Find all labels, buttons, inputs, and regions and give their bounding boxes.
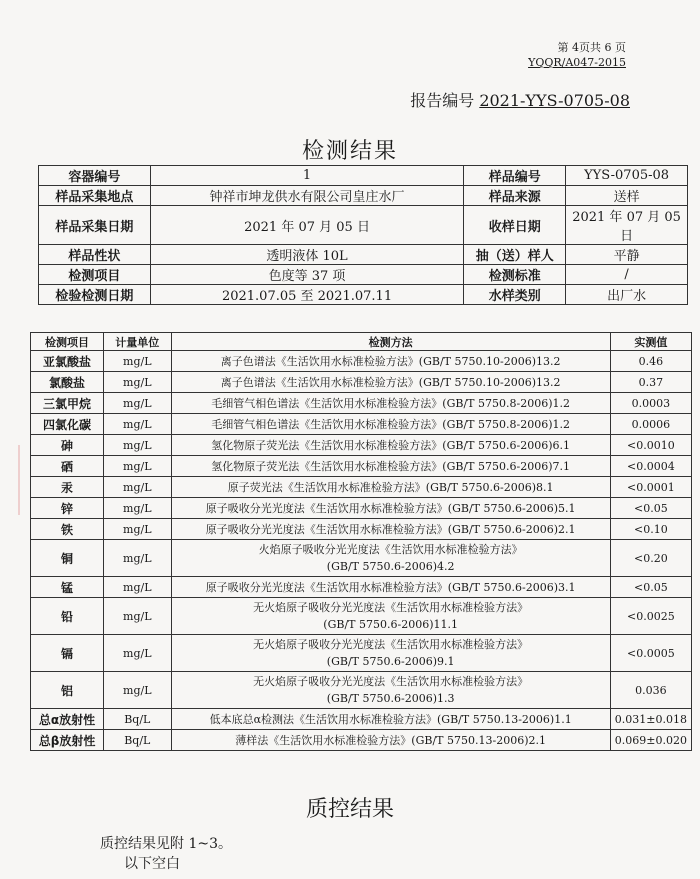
result-value: 0.37 [610, 372, 691, 393]
water-type-value: 出厂水 [566, 285, 688, 305]
table-row [31, 372, 692, 393]
result-item: 砷 [31, 435, 104, 456]
page-info: 第 4页共 6 页 [557, 41, 626, 54]
result-value: <0.0005 [610, 635, 691, 672]
report-number-value: 2021-YYS-0705-08 [479, 91, 630, 110]
method-line-2: (GB/T 5750.6-2006)1.3 [326, 692, 455, 705]
table-row [31, 540, 692, 577]
result-method [171, 477, 610, 498]
report-number-label: 报告编号 [410, 91, 475, 110]
sample-no-value: YYS-0705-08 [566, 166, 688, 186]
result-item: 亚氯酸盐 [31, 351, 104, 372]
result-item: 铅 [31, 598, 104, 635]
result-item: 总β放射性 [31, 730, 104, 751]
result-method [171, 709, 610, 730]
sample-no-label: 样品编号 [464, 166, 566, 186]
header-unit: 计量单位 [104, 333, 171, 351]
blank-note: 以下空白 [124, 856, 180, 872]
sender-value: 平静 [566, 245, 688, 265]
method-line: 原子吸收分光光度法《生活饮用水标准检验方法》(GB/T 5750.6-2006)5.1 [205, 501, 576, 515]
items-value: 色度等 37 项 [150, 265, 463, 285]
doc-code: YQQR/A047-2015 [528, 56, 626, 69]
result-item: 四氯化碳 [31, 414, 104, 435]
result-method [171, 540, 610, 577]
method-line: 毛细管气相色谱法《生活饮用水标准检验方法》(GB/T 5750.8-2006)1.2 [211, 417, 570, 431]
result-value: <0.05 [610, 577, 691, 598]
collect-date-label: 样品采集日期 [39, 206, 151, 245]
result-method [171, 456, 610, 477]
result-value: <0.0004 [610, 456, 691, 477]
method-line: 低本底总α检测法《生活饮用水标准检验方法》(GB/T 5750.13-2006)1.1 [209, 712, 572, 726]
container-no-value: 1 [150, 166, 463, 186]
result-item: 铁 [31, 519, 104, 540]
table-row [31, 414, 692, 435]
result-method [171, 730, 610, 751]
result-value: <0.0001 [610, 477, 691, 498]
results-table [30, 332, 692, 751]
result-item: 硒 [31, 456, 104, 477]
result-item: 汞 [31, 477, 104, 498]
table-row [31, 577, 692, 598]
header-method: 检测方法 [171, 333, 610, 351]
result-unit: mg/L [104, 498, 171, 519]
result-method [171, 635, 610, 672]
page-header [528, 40, 626, 70]
water-type-label: 水样类别 [464, 285, 566, 305]
table-row [31, 456, 692, 477]
method-line: 毛细管气相色谱法《生活饮用水标准检验方法》(GB/T 5750.8-2006)1.2 [211, 396, 570, 410]
result-value: 0.46 [610, 351, 691, 372]
result-method [171, 577, 610, 598]
method-line-2: (GB/T 5750.6-2006)11.1 [323, 618, 458, 631]
table-row [31, 709, 692, 730]
result-unit: Bq/L [104, 730, 171, 751]
standard-value: / [566, 265, 688, 285]
result-item: 镉 [31, 635, 104, 672]
result-item: 总α放射性 [31, 709, 104, 730]
result-value: 0.036 [610, 672, 691, 709]
table-row [31, 435, 692, 456]
method-line: 无火焰原子吸收分光光度法《生活饮用水标准检验方法》 [253, 675, 529, 688]
items-label: 检测项目 [39, 265, 151, 285]
result-value: 0.0003 [610, 393, 691, 414]
source-label: 样品来源 [464, 186, 566, 206]
header-item: 检测项目 [31, 333, 104, 351]
info-row [39, 285, 688, 305]
method-line: 火焰原子吸收分光光度法《生活饮用水标准检验方法》 [258, 543, 523, 556]
method-line: 原子荧光法《生活饮用水标准检验方法》(GB/T 5750.6-2006)8.1 [227, 480, 554, 494]
table-row [31, 672, 692, 709]
result-value: 0.069±0.020 [610, 730, 691, 751]
table-row [31, 635, 692, 672]
info-row [39, 206, 688, 245]
container-no-label: 容器编号 [39, 166, 151, 186]
method-line: 离子色谱法《生活饮用水标准检验方法》(GB/T 5750.10-2006)13.2 [220, 354, 561, 368]
result-method [171, 393, 610, 414]
table-row [31, 519, 692, 540]
standard-label: 检测标准 [464, 265, 566, 285]
source-value: 送样 [566, 186, 688, 206]
result-value: <0.05 [610, 498, 691, 519]
result-unit: mg/L [104, 351, 171, 372]
result-value: <0.20 [610, 540, 691, 577]
result-unit: mg/L [104, 456, 171, 477]
test-date-label: 检验检测日期 [39, 285, 151, 305]
result-method [171, 672, 610, 709]
info-row [39, 166, 688, 186]
result-item: 锌 [31, 498, 104, 519]
result-method [171, 598, 610, 635]
result-method [171, 435, 610, 456]
method-line: 氢化物原子荧光法《生活饮用水标准检验方法》(GB/T 5750.6-2006)7.1 [211, 459, 570, 473]
table-row [31, 477, 692, 498]
result-method [171, 414, 610, 435]
result-unit: mg/L [104, 540, 171, 577]
method-line: 薄样法《生活饮用水标准检验方法》(GB/T 5750.13-2006)2.1 [235, 733, 546, 747]
result-unit: mg/L [104, 577, 171, 598]
location-label: 样品采集地点 [39, 186, 151, 206]
result-value: 0.031±0.018 [610, 709, 691, 730]
result-method [171, 351, 610, 372]
sender-label: 抽（送）样人 [464, 245, 566, 265]
table-row [31, 351, 692, 372]
result-item: 铜 [31, 540, 104, 577]
result-unit: mg/L [104, 519, 171, 540]
test-date-value: 2021.07.05 至 2021.07.11 [150, 285, 463, 305]
info-row [39, 265, 688, 285]
info-row [39, 245, 688, 265]
nature-label: 样品性状 [39, 245, 151, 265]
info-row [39, 186, 688, 206]
result-unit: mg/L [104, 635, 171, 672]
result-method [171, 498, 610, 519]
result-value: <0.0025 [610, 598, 691, 635]
receive-date-value: 2021 年 07 月 05 日 [566, 206, 688, 245]
table-row [31, 498, 692, 519]
method-line: 氢化物原子荧光法《生活饮用水标准检验方法》(GB/T 5750.6-2006)6.1 [211, 438, 570, 452]
qc-text: 质控结果见附 1~3。 [100, 836, 232, 852]
result-unit: mg/L [104, 435, 171, 456]
result-item: 三氯甲烷 [31, 393, 104, 414]
method-line: 无火焰原子吸收分光光度法《生活饮用水标准检验方法》 [253, 638, 529, 651]
receive-date-label: 收样日期 [464, 206, 566, 245]
report-number [410, 88, 630, 111]
method-line: 离子色谱法《生活饮用水标准检验方法》(GB/T 5750.10-2006)13.2 [220, 375, 561, 389]
results-header-row [31, 333, 692, 351]
result-unit: mg/L [104, 414, 171, 435]
method-line: 原子吸收分光光度法《生活饮用水标准检验方法》(GB/T 5750.6-2006)3.1 [205, 580, 576, 594]
result-unit: Bq/L [104, 709, 171, 730]
result-method [171, 519, 610, 540]
method-line: 原子吸收分光光度法《生活饮用水标准检验方法》(GB/T 5750.6-2006)2.1 [205, 522, 576, 536]
nature-value: 透明液体 10L [150, 245, 463, 265]
page-title: 检测结果 [301, 139, 398, 164]
table-row [31, 598, 692, 635]
collect-date-value: 2021 年 07 月 05 日 [150, 206, 463, 245]
header-value: 实测值 [610, 333, 691, 351]
location-value: 钟祥市坤龙供水有限公司皇庄水厂 [150, 186, 463, 206]
sample-info-table [38, 165, 688, 305]
result-unit: mg/L [104, 477, 171, 498]
method-line: 无火焰原子吸收分光光度法《生活饮用水标准检验方法》 [253, 601, 529, 614]
method-line-2: (GB/T 5750.6-2006)9.1 [326, 655, 455, 668]
result-value: <0.10 [610, 519, 691, 540]
result-unit: mg/L [104, 393, 171, 414]
qc-title: 质控结果 [305, 797, 394, 822]
result-value: 0.0006 [610, 414, 691, 435]
result-unit: mg/L [104, 372, 171, 393]
result-item: 铝 [31, 672, 104, 709]
method-line-2: (GB/T 5750.6-2006)4.2 [326, 560, 455, 573]
result-method [171, 372, 610, 393]
result-unit: mg/L [104, 598, 171, 635]
stamp-edge [0, 445, 20, 515]
table-row [31, 730, 692, 751]
result-item: 锰 [31, 577, 104, 598]
result-item: 氯酸盐 [31, 372, 104, 393]
table-row [31, 393, 692, 414]
result-unit: mg/L [104, 672, 171, 709]
result-value: <0.0010 [610, 435, 691, 456]
